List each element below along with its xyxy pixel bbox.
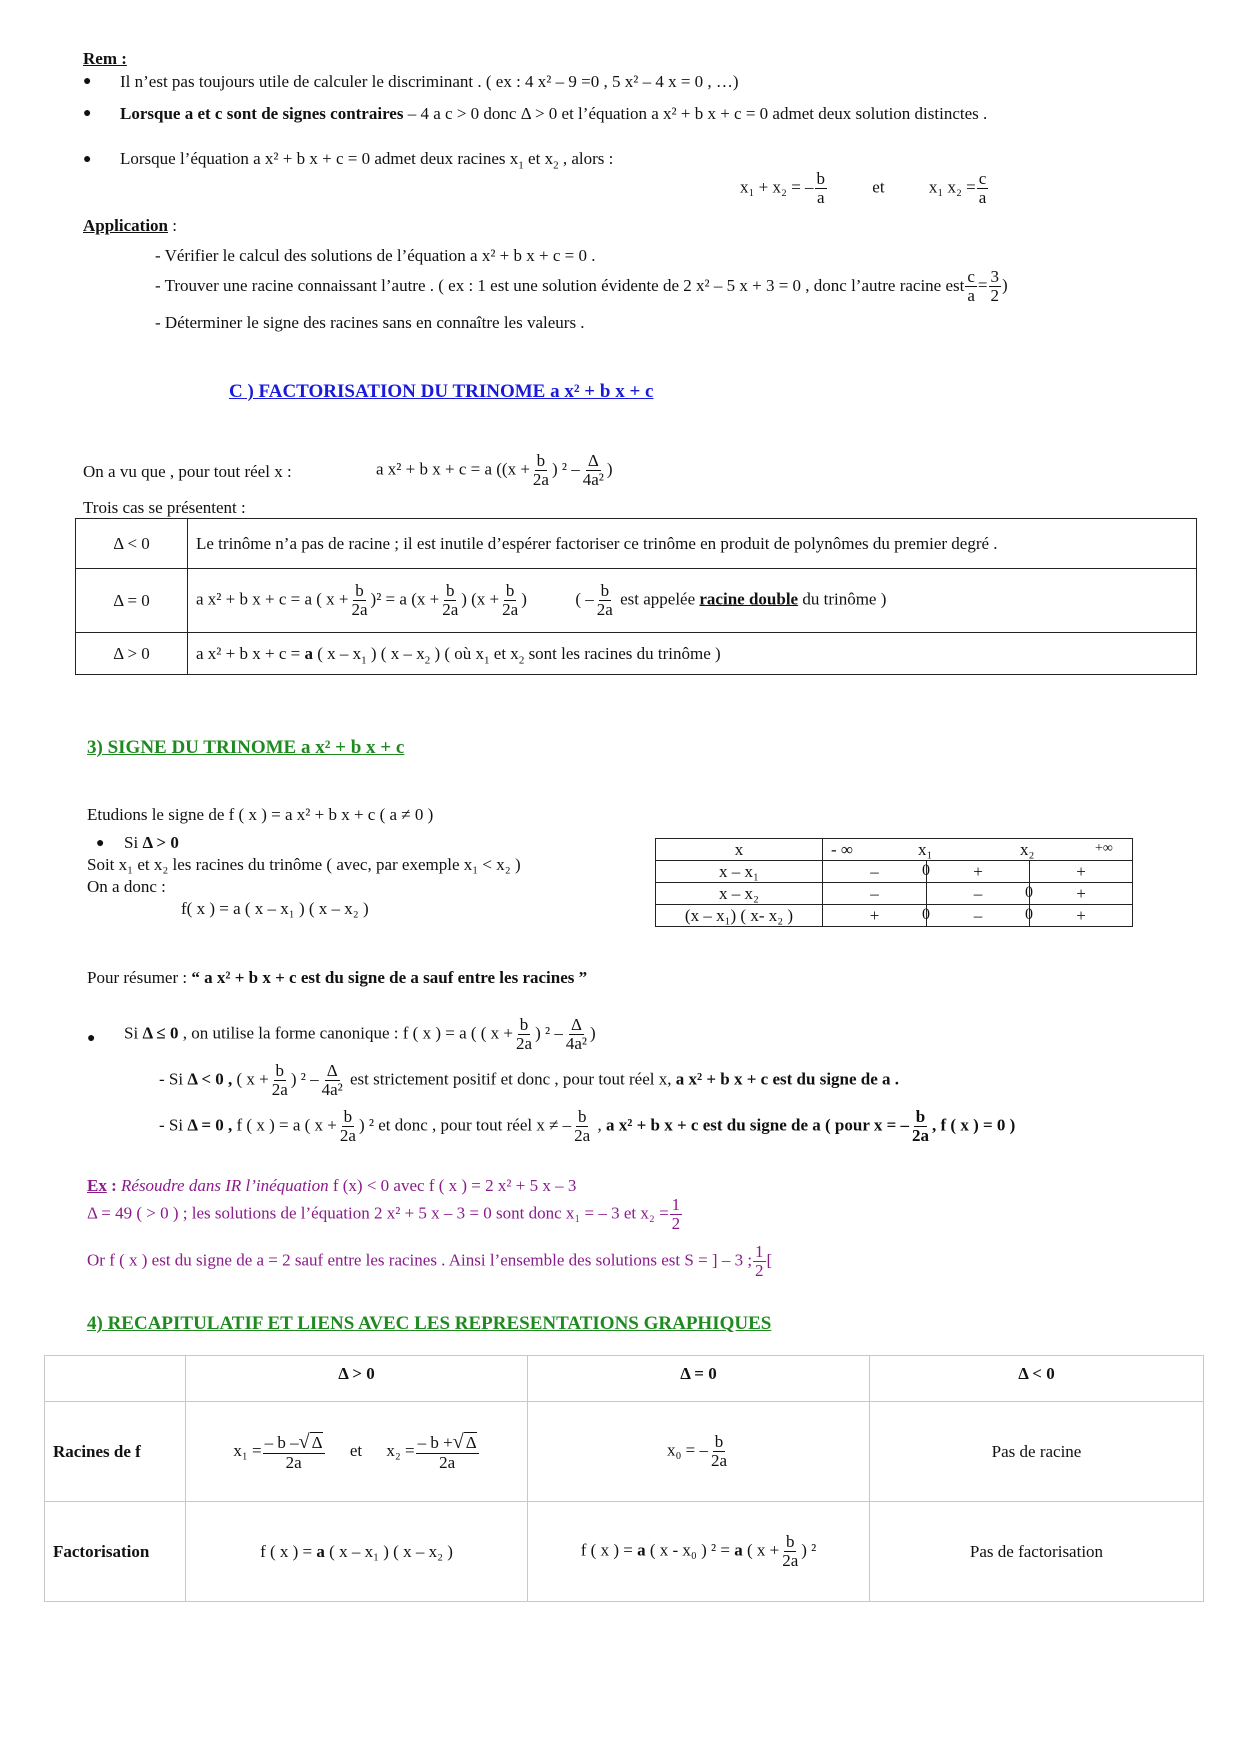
- section-c-title: C ) FACTORISATION DU TRINOME a x² + b x + c: [229, 381, 654, 402]
- sign-cell: – 0: [927, 883, 1030, 905]
- bullet-icon: ●: [83, 152, 92, 167]
- vieta-formulas: x₁ + x₂ = – $\frac{b}{a}$ et x₁ x₂ = $\frac{c}{a}$: [740, 169, 987, 207]
- si-delta-pos: Si Δ > 0: [124, 833, 179, 852]
- sign-cell: –: [823, 883, 927, 905]
- delta-neg-case: - Si Δ < 0 , ( x + $\frac{b}{2a}$ ) ² – $\frac{\Delta}{\text{4a²}}$ est strictement positif et donc , pour tout réel x, a x² + b x + c est du signe de a .: [159, 1061, 900, 1099]
- recap-header-pos: Δ > 0: [186, 1356, 528, 1402]
- bullet-icon: ●: [83, 74, 92, 89]
- sign-cell: +: [1030, 861, 1133, 883]
- sign-cell: – 0: [823, 861, 927, 883]
- sign-row-label: x – x₂: [656, 883, 823, 905]
- case-label: Δ > 0: [76, 633, 188, 675]
- three-cases-label: Trois cas se présentent :: [83, 498, 246, 517]
- section-4-title: 4) RECAPITULATIF ET LIENS AVEC LES REPRESENTATIONS GRAPHIQUES: [87, 1313, 772, 1334]
- bullet-icon: ●: [87, 1031, 96, 1046]
- section-3-title: 3) SIGNE DU TRINOME a x² + b x + c: [87, 737, 405, 758]
- example-line-3: Or f ( x ) est du signe de a = 2 sauf entre les racines . Ainsi l’ensemble des solutions est S = ] – 3 ; $\frac{1}{2}$ [: [87, 1242, 773, 1280]
- case-text: a x² + b x + c = a ( x + $\frac{b}{2a}$ )² = a (x + $\frac{b}{2a}$ ) (x + $\frac{b}{2a}$ ) ( – $\frac{b}{2a}$ est appelée racine double du trinôme ): [188, 569, 1197, 633]
- recap-fact-neg: Pas de factorisation: [870, 1502, 1204, 1602]
- recap-header-zero: Δ = 0: [528, 1356, 870, 1402]
- case-label: Δ = 0: [76, 569, 188, 633]
- application-title: Application :: [83, 216, 178, 235]
- example-line-2: Δ = 49 ( > 0 ) ; les solutions de l’équation 2 x² + 5 x – 3 = 0 sont donc x₁ = – 3 et x₂ = $\frac{1}{2}$: [87, 1195, 681, 1233]
- rem-item-3: Lorsque l’équation a x² + b x + c = 0 admet deux racines $x_1$ et $x_2$ , alors :: [120, 149, 614, 172]
- sign-cell: – 0: [927, 905, 1030, 927]
- application-line-1: - Vérifier le calcul des solutions de l’équation a x² + b x + c = 0 .: [155, 246, 596, 265]
- soit-line: Soit x₁ et x₂ les racines du trinôme ( avec, par exemple x₁ < x₂ ): [87, 855, 521, 874]
- sign-cell: +: [1030, 905, 1133, 927]
- sign-cell: +: [927, 861, 1030, 883]
- recap-row-roots-label: Racines de f: [45, 1402, 186, 1502]
- sign-row-label: x – x₁: [656, 861, 823, 883]
- sign-cell: + 0: [823, 905, 927, 927]
- sign-cell: +: [1030, 883, 1133, 905]
- canonical-formula: a x² + b x + c = a ((x + $\frac{b}{2a}$ ) ² – $\frac{\Delta}{\text{4a²}}$ ): [376, 451, 613, 489]
- recap-fact-pos: f ( x ) = a ( x – x₁ ) ( x – x₂ ): [186, 1502, 528, 1602]
- study-sign: Etudions le signe de f ( x ) = a x² + b x + c ( a ≠ 0 ): [87, 805, 434, 824]
- fx-factorised: f( x ) = a ( x – x₁ ) ( x – x₂ ): [181, 899, 369, 918]
- si-delta-neg: Si Δ ≤ 0 , on utilise la forme canonique : f ( x ) = a ( ( x + $\frac{b}{2a}$ ) ² – $\frac{\Delta}{\text{4a²}}$ ): [124, 1015, 596, 1053]
- sign-row-label: (x – x₁) ( x- x₂ ): [656, 905, 823, 927]
- rem-item-2: Lorsque a et c sont de signes contraires – 4 a c > 0 donc Δ > 0 et l’équation a x² + b x + c = 0 admet deux solution distinctes .: [120, 104, 988, 123]
- case-label: Δ < 0: [76, 519, 188, 569]
- application-line-2: - Trouver une racine connaissant l’autre . ( ex : 1 est une solution évidente de 2 x² – 5 x + 3 = 0 , donc l’autre racine est $\frac{c}{a}$ = $\frac{3}{2}$ ): [155, 267, 1008, 305]
- section-c-intro: On a vu que , pour tout réel x :: [83, 462, 292, 481]
- rem-title: Rem :: [83, 49, 127, 68]
- cases-table: [75, 518, 1197, 675]
- bullet-icon: ●: [83, 106, 92, 121]
- sign-header-values: - ∞ x₁ x₂ +∞: [823, 839, 1133, 861]
- rem-item-1: Il n’est pas toujours utile de calculer le discriminant . ( ex : 4 x² – 9 =0 , 5 x² – 4 x = 0 , …): [120, 72, 739, 91]
- recap-table: [44, 1355, 1204, 1602]
- on-a-donc: On a donc :: [87, 877, 166, 896]
- sign-header-x: x: [656, 839, 823, 861]
- recap-fact-zero: f ( x ) = a ( x - x₀ ) ² = a ( x + $\frac{b}{2a}$ ) ²: [528, 1502, 870, 1602]
- delta-zero-case: - Si Δ = 0 , f ( x ) = a ( x + $\frac{b}{2a}$ ) ² et donc , pour tout réel x ≠ – $\frac{b}{2a}$ , a x² + b x + c est du signe de a ( pour x = – $\frac{b}{2a}$ , f ( x ) = 0 ): [159, 1107, 1016, 1145]
- resume-line: Pour résumer : “ a x² + b x + c est du signe de a sauf entre les racines ”: [87, 968, 588, 987]
- recap-row-fact-label: Factorisation: [45, 1502, 186, 1602]
- recap-roots-pos: x₁ = $\frac{- b -√ \Delta}{2a}$ et x₂ = $\frac{- b +√ \Delta}{2a}$: [186, 1402, 528, 1502]
- application-line-3: - Déterminer le signe des racines sans en connaître les valeurs .: [155, 313, 585, 332]
- bullet-icon: ●: [96, 836, 105, 851]
- case-text: a x² + b x + c = a ( x – $x_1$ ) ( x – $x_2$ ) ( où $x_1$ et $x_2$ sont les racines du trinôme ): [188, 633, 1197, 675]
- recap-header-neg: Δ < 0: [870, 1356, 1204, 1402]
- sign-table: [655, 838, 1133, 927]
- case-text: Le trinôme n’a pas de racine ; il est inutile d’espérer factoriser ce trinôme en produit de polynômes du premier degré .: [188, 519, 1197, 569]
- recap-header-empty: [45, 1356, 186, 1402]
- recap-roots-neg: Pas de racine: [870, 1402, 1204, 1502]
- example-line-1: Ex : Résoudre dans IR l’inéquation f (x) < 0 avec f ( x ) = 2 x² + 5 x – 3: [87, 1176, 577, 1195]
- recap-roots-zero: x₀ = – $\frac{b}{2a}$: [528, 1402, 870, 1502]
